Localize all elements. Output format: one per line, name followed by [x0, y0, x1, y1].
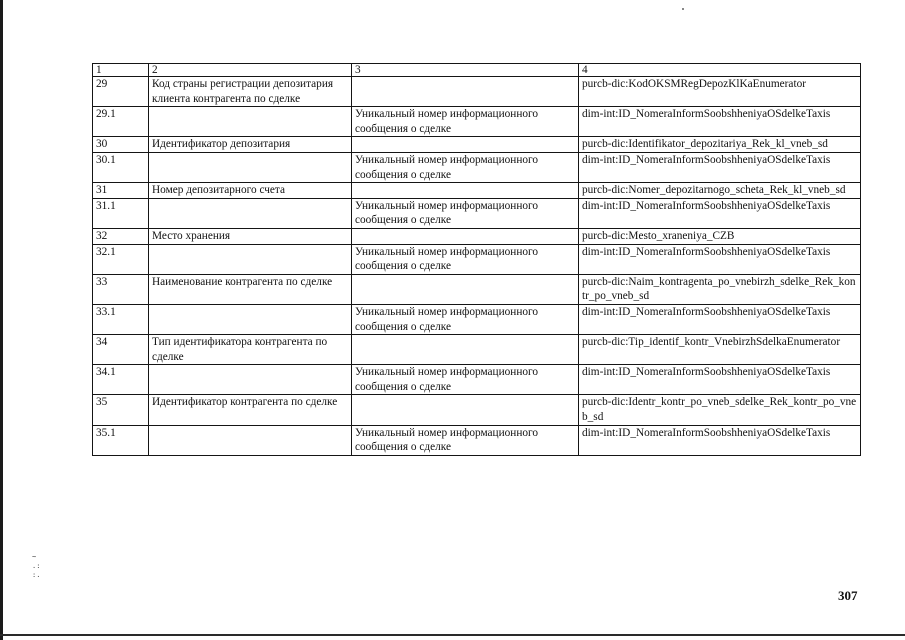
xbrl-code-cell: dim-int:ID_NomeraInformSoobshheniyaOSdelkeTaxis [579, 365, 861, 395]
xbrl-code-cell: purcb-dic:Tip_identif_kontr_VnebirzhSdelkaEnumerator [579, 335, 861, 365]
xbrl-code-cell: dim-int:ID_NomeraInformSoobshheniyaOSdelkeTaxis [579, 304, 861, 334]
attribute-name-cell: Идентификатор депозитария [149, 137, 352, 153]
table-row [93, 228, 861, 244]
attribute-description-cell: Уникальный номер информационного сообщения о сделке [352, 152, 579, 182]
row-number-cell: 33 [93, 274, 149, 304]
table-row [93, 244, 861, 274]
row-number-cell: 30 [93, 137, 149, 153]
attribute-description-cell [352, 395, 579, 425]
attribute-name-cell: Идентификатор контрагента по сделке [149, 395, 352, 425]
xbrl-code-cell: purcb-dic:Nomer_depozitarnogo_scheta_Rek_kl_vneb_sd [579, 183, 861, 199]
page-number: 307 [838, 588, 858, 603]
attribute-name-cell [149, 152, 352, 182]
attribute-description-cell [352, 77, 579, 107]
table-row [93, 137, 861, 153]
attribute-name-cell: Код страны регистрации депозитария клиента контрагента по сделке [149, 77, 352, 107]
header-cell: 1 [93, 64, 149, 77]
table-row [93, 425, 861, 455]
row-number-cell: 34.1 [93, 365, 149, 395]
page-edge-bottom [0, 634, 905, 636]
xbrl-code-cell: purcb-dic:Identr_kontr_po_vneb_sdelke_Rek_kontr_po_vneb_sd [579, 395, 861, 425]
row-number-cell: 32.1 [93, 244, 149, 274]
attribute-name-cell [149, 107, 352, 137]
table-row [93, 198, 861, 228]
attribute-description-cell: Уникальный номер информационного сообщения о сделке [352, 304, 579, 334]
attribute-description-cell [352, 137, 579, 153]
table-row [93, 335, 861, 365]
attribute-description-cell: Уникальный номер информационного сообщения о сделке [352, 244, 579, 274]
attribute-name-cell [149, 198, 352, 228]
xbrl-code-cell: purcb-dic:Identifikator_depozitariya_Rek_kl_vneb_sd [579, 137, 861, 153]
table-row [93, 395, 861, 425]
table-row [93, 152, 861, 182]
row-number-cell: 31.1 [93, 198, 149, 228]
attribute-description-cell [352, 335, 579, 365]
row-number-cell: 29.1 [93, 107, 149, 137]
table-row [93, 77, 861, 107]
attribute-name-cell [149, 304, 352, 334]
row-number-cell: 30.1 [93, 152, 149, 182]
row-number-cell: 32 [93, 228, 149, 244]
attribute-description-cell: Уникальный номер информационного сообщения о сделке [352, 425, 579, 455]
scan-artifact-dot [682, 8, 684, 10]
table-row [93, 274, 861, 304]
attribute-name-cell: Тип идентификатора контрагента по сделке [149, 335, 352, 365]
row-number-cell: 35 [93, 395, 149, 425]
table-row [93, 365, 861, 395]
xbrl-code-cell: purcb-dic:Naim_kontragenta_po_vnebirzh_sdelke_Rek_kontr_po_vneb_sd [579, 274, 861, 304]
xbrl-code-cell: purcb-dic:Mesto_xraneniya_CZB [579, 228, 861, 244]
header-cell: 3 [352, 64, 579, 77]
attribute-description-cell [352, 228, 579, 244]
table-row [93, 183, 861, 199]
xbrl-code-cell: dim-int:ID_NomeraInformSoobshheniyaOSdelkeTaxis [579, 244, 861, 274]
attribute-name-cell [149, 425, 352, 455]
attribute-name-cell [149, 244, 352, 274]
xbrl-code-cell: dim-int:ID_NomeraInformSoobshheniyaOSdelkeTaxis [579, 107, 861, 137]
header-cell: 4 [579, 64, 861, 77]
table-header-row [93, 64, 861, 77]
xbrl-code-cell: dim-int:ID_NomeraInformSoobshheniyaOSdelkeTaxis [579, 198, 861, 228]
attribute-name-cell: Наименование контрагента по сделке [149, 274, 352, 304]
attribute-description-cell: Уникальный номер информационного сообщения о сделке [352, 107, 579, 137]
xbrl-code-cell: purcb-dic:KodOKSMRegDepozKlKaEnumerator [579, 77, 861, 107]
xbrl-code-cell: dim-int:ID_NomeraInformSoobshheniyaOSdelkeTaxis [579, 425, 861, 455]
xbrl-code-cell: dim-int:ID_NomeraInformSoobshheniyaOSdelkeTaxis [579, 152, 861, 182]
row-number-cell: 33.1 [93, 304, 149, 334]
scan-artifact-marks: ~ .: :. [32, 553, 41, 579]
attribute-description-cell [352, 274, 579, 304]
attribute-description-cell [352, 183, 579, 199]
attribute-table-body [93, 64, 861, 456]
table-row [93, 304, 861, 334]
attribute-name-cell: Место хранения [149, 228, 352, 244]
header-cell: 2 [149, 64, 352, 77]
attribute-description-cell: Уникальный номер информационного сообщения о сделке [352, 198, 579, 228]
attribute-name-cell [149, 365, 352, 395]
row-number-cell: 31 [93, 183, 149, 199]
row-number-cell: 29 [93, 77, 149, 107]
row-number-cell: 35.1 [93, 425, 149, 455]
table-row [93, 107, 861, 137]
page-edge-left [0, 0, 3, 640]
attribute-name-cell: Номер депозитарного счета [149, 183, 352, 199]
row-number-cell: 34 [93, 335, 149, 365]
attribute-description-cell: Уникальный номер информационного сообщения о сделке [352, 365, 579, 395]
attribute-table [92, 63, 861, 456]
